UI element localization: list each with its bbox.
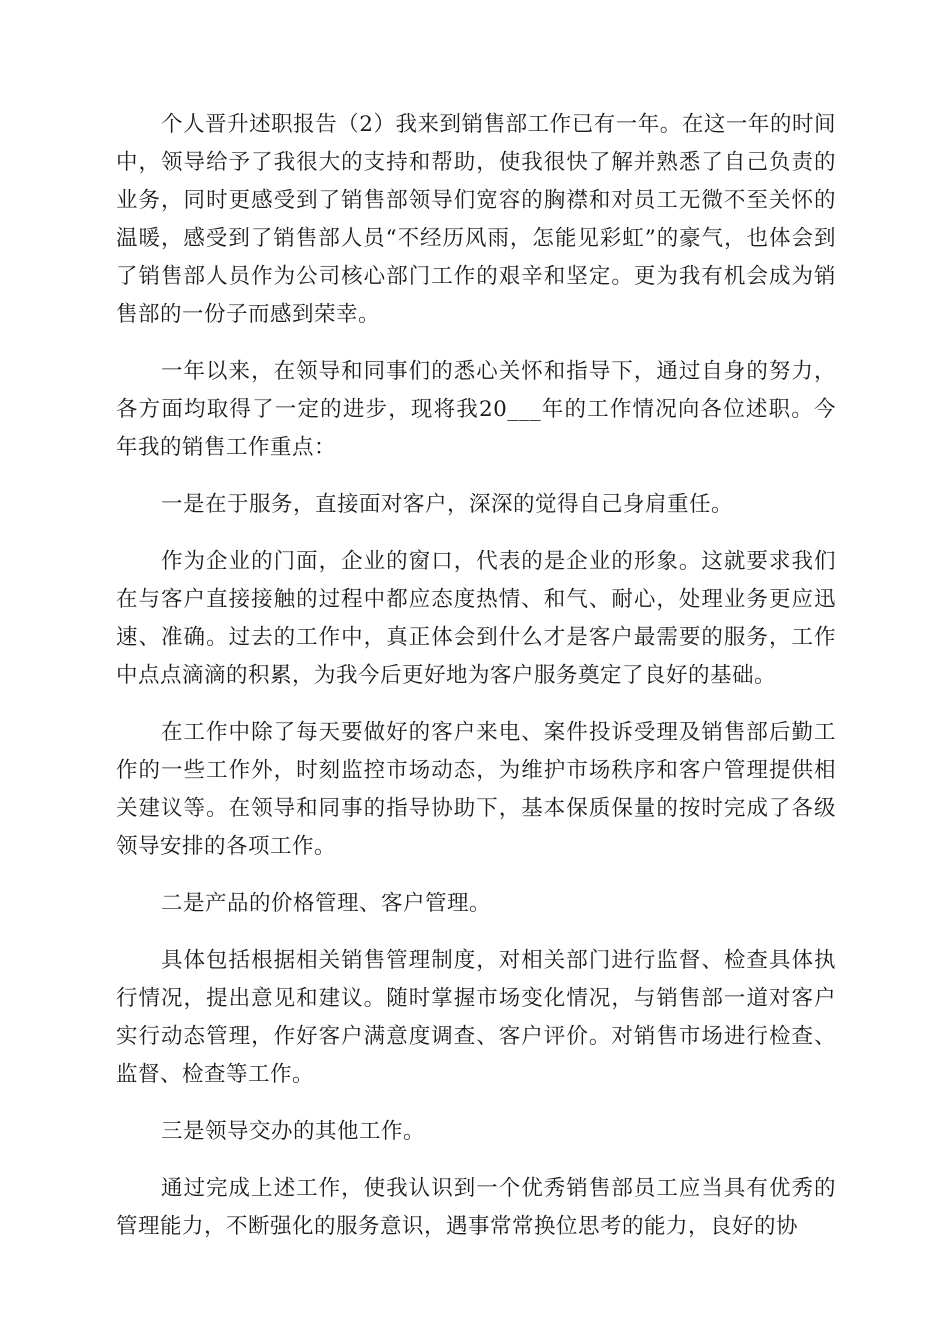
paragraph-4: 作为企业的门面，企业的窗口，代表的是企业的形象。这就要求我们在与客户直接接触的过程中都应态度热情、和气、耐心，处理业务更应迅速、准确。过去的工作中，真正体会到什么才是客户最需要的服务，工作中点点滴滴的积累，为我今后更好地为客户服务奠定了良好的基础。: [116, 549, 836, 688]
paragraph-9: 通过完成上述工作，使我认识到一个优秀销售部员工应当具有优秀的管理能力，不断强化的服务意识，遇事常常换位思考的能力，良好的协: [116, 1176, 836, 1239]
paragraph-6: 二是产品的价格管理、客户管理。: [161, 891, 492, 916]
document-body: [116, 106, 836, 1265]
paragraph-2: 一年以来，在领导和同事们的悉心关怀和指导下，通过自身的努力，各方面均取得了一定的进步，现将我20___年的工作情况向各位述职。今年我的销售工作重点：: [116, 359, 836, 460]
paragraph-3: 一是在于服务，直接面对客户，深深的觉得自己身肩重任。: [161, 492, 734, 517]
paragraph-8: 三是领导交办的其他工作。: [161, 1119, 426, 1144]
paragraph-5: 在工作中除了每天要做好的客户来电、案件投诉受理及销售部后勤工作的一些工作外，时刻监控市场动态，为维护市场秩序和客户管理提供相关建议等。在领导和同事的指导协助下，基本保质保量的按时完成了各级领导安排的各项工作。: [116, 720, 836, 859]
paragraph-7: 具体包括根据相关销售管理制度，对相关部门进行监督、检查具体执行情况，提出意见和建议。随时掌握市场变化情况，与销售部一道对客户实行动态管理，作好客户满意度调查、客户评价。对销售市场进行检查、监督、检查等工作。: [116, 948, 836, 1087]
paragraph-1: 个人晋升述职报告（2）我来到销售部工作已有一年。在这一年的时间中，领导给予了我很大的支持和帮助，使我很快了解并熟悉了自己负责的业务，同时更感受到了销售部领导们宽容的胸襟和对员工无微不至关怀的温暖，感受到了销售部人员“不经历风雨，怎能见彩虹”的豪气，也体会到了销售部人员作为公司核心部门工作的艰辛和坚定。更为我有机会成为销售部的一份子而感到荣幸。: [116, 112, 836, 327]
